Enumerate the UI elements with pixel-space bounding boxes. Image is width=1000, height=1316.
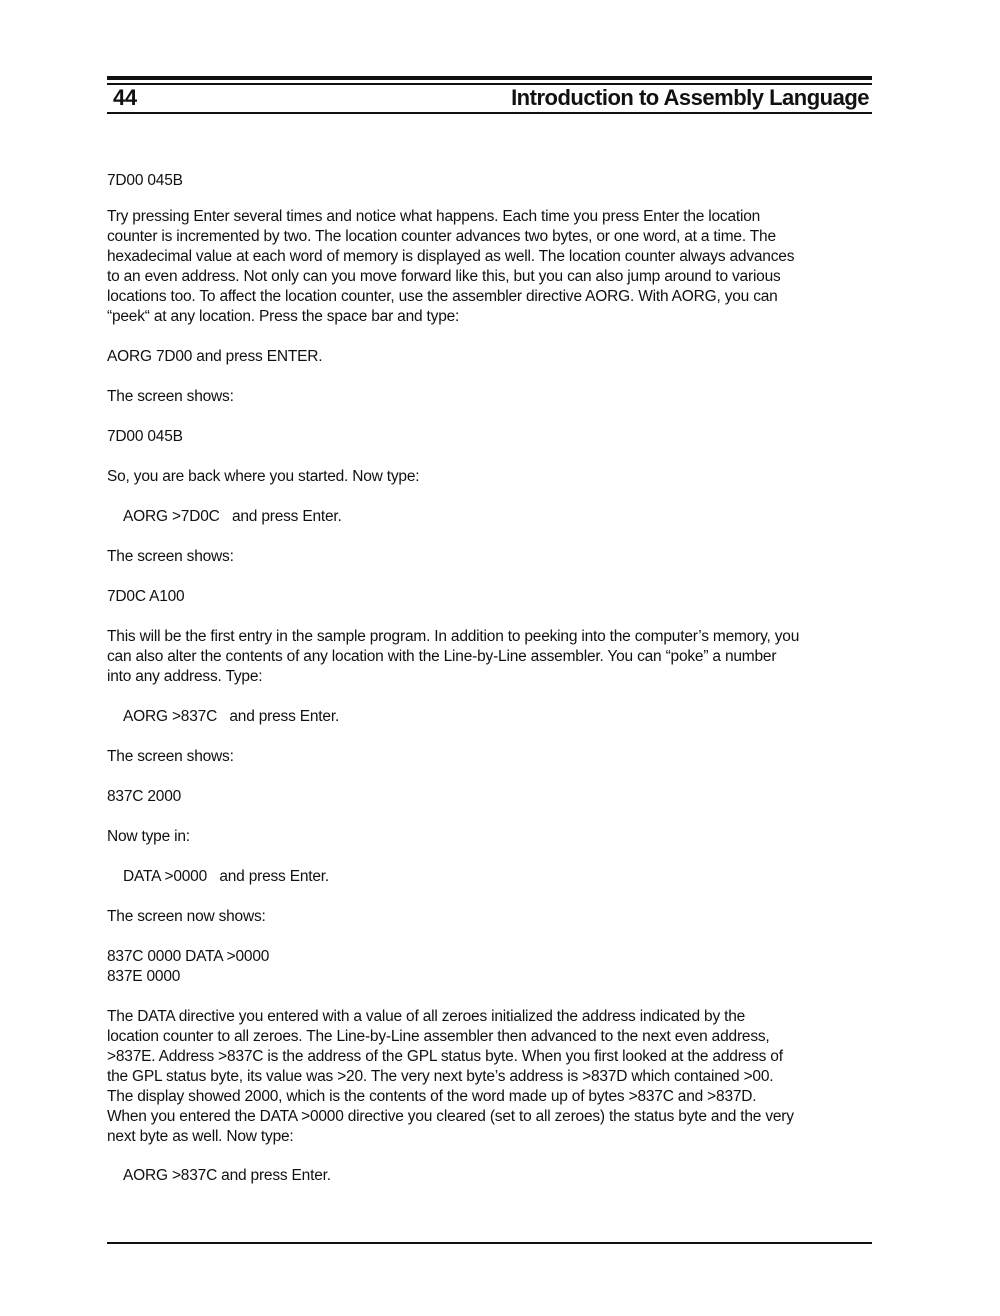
screen-shows-label: The screen shows:: [107, 548, 234, 565]
paragraph-line: location counter to all zeroes. The Line-by-Line assembler then advanced to the next even address,: [107, 1028, 770, 1045]
paragraph-line: locations too. To affect the location counter, use the assembler directive AORG. With AORG, you can: [107, 288, 778, 305]
paragraph-line: The display showed 2000, which is the contents of the word made up of bytes >837C and >837D.: [107, 1088, 757, 1105]
command-instruction: AORG >7D0C and press Enter.: [123, 508, 342, 525]
header-bottom-rule: [107, 112, 872, 114]
paragraph-line: hexadecimal value at each word of memory is displayed as well. The location counter always advances: [107, 248, 795, 265]
page-number: 44: [113, 85, 137, 110]
screen-shows-label: The screen shows:: [107, 388, 234, 405]
paragraph-poke: [107, 627, 887, 687]
command-instruction: AORG >837C and press Enter.: [123, 708, 340, 725]
paragraph-line: “peek“ at any location. Press the space bar and type:: [107, 308, 460, 325]
paragraph-line: counter is incremented by two. The location counter advances two bytes, or one word, at a time. The: [107, 228, 776, 245]
paragraph-line: can also alter the contents of any location with the Line-by-Line assembler. You can “poke” a number: [107, 648, 777, 665]
screen-output-line: 7D0C A100: [107, 588, 185, 605]
paragraph-line: >837E. Address >837C is the address of the GPL status byte. When you first looked at the address of: [107, 1048, 783, 1065]
paragraph-text: Now type in:: [107, 828, 190, 845]
command-instruction: AORG >837C and press Enter.: [123, 1167, 331, 1184]
command-instruction: DATA >0000 and press Enter.: [123, 868, 330, 885]
screen-shows-label: The screen shows:: [107, 748, 234, 765]
paragraph-line: next byte as well. Now type:: [107, 1128, 294, 1145]
screen-output-line: 837C 0000 DATA >0000: [107, 948, 270, 965]
footer-rule: [107, 1242, 872, 1244]
screen-output-line: 7D00 045B: [107, 428, 183, 445]
running-head-title: Introduction to Assembly Language: [511, 85, 869, 110]
paragraph-line: The DATA directive you entered with a value of all zeroes initialized the address indicated by the: [107, 1008, 746, 1025]
paragraph-line: the GPL status byte, its value was >20. The very next byte’s address is >837D which contained >00.: [107, 1068, 774, 1085]
screen-output-line: 7D00 045B: [107, 172, 183, 189]
header-top-rule: [107, 76, 872, 80]
screen-shows-label: The screen now shows:: [107, 908, 266, 925]
command-instruction: AORG 7D00 and press ENTER.: [107, 348, 323, 365]
paragraph-line: When you entered the DATA >0000 directive you cleared (set to all zeroes) the status byte and the very: [107, 1108, 794, 1125]
paragraph-location-counter: [107, 207, 887, 327]
screen-output-line: 837C 2000: [107, 788, 182, 805]
screen-output-line: 837E 0000: [107, 968, 181, 985]
paragraph-line: Try pressing Enter several times and notice what happens. Each time you press Enter the location: [107, 208, 761, 225]
paragraph-line: into any address. Type:: [107, 668, 263, 685]
paragraph-line: to an even address. Not only can you move forward like this, but you can also jump around to various: [107, 268, 781, 285]
paragraph-text: So, you are back where you started. Now type:: [107, 468, 420, 485]
paragraph-line: This will be the first entry in the sample program. In addition to peeking into the computer’s memory, you: [107, 628, 800, 645]
paragraph-data-directive: [107, 1007, 887, 1147]
